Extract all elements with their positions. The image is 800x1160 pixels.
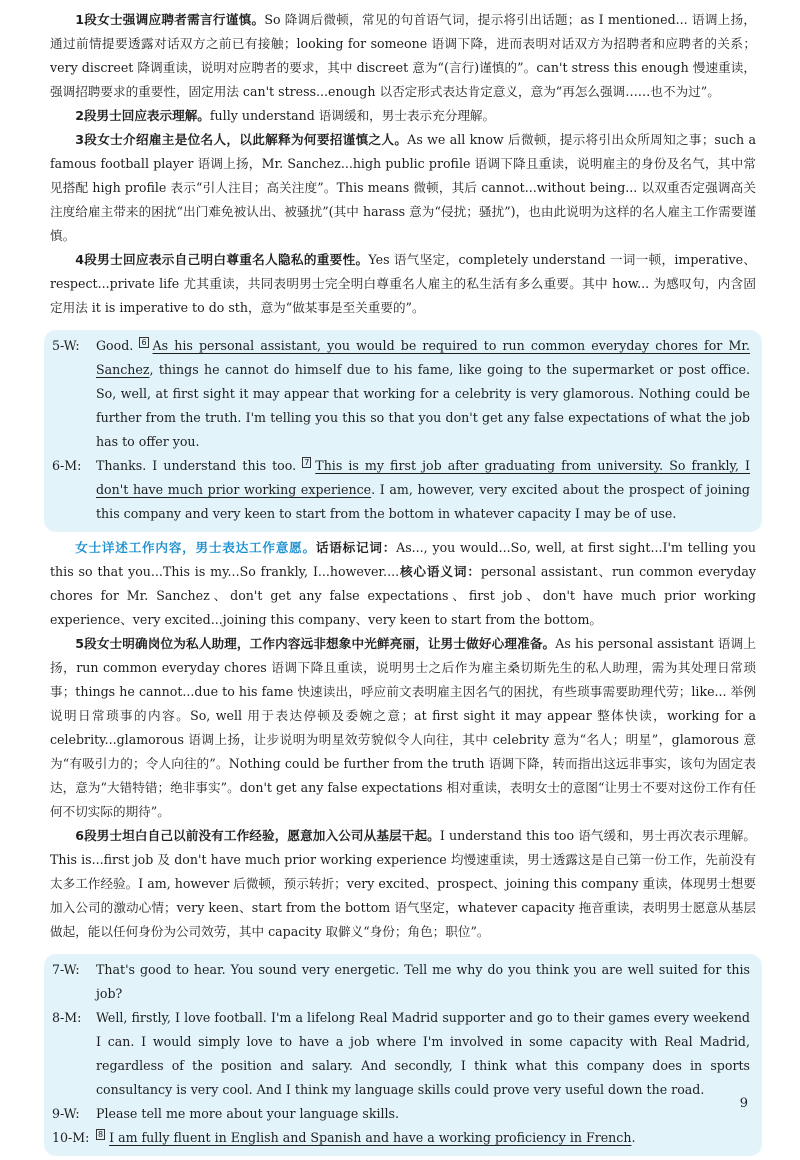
speaker-label: 7-W: [52,962,80,977]
paragraph-text: As we all know 后微顿，提示将引出众所周知之事；such a famous football player 语调上扬，Mr. Sanchez...high public profile 语调下降且重读，说明雇主的身份及名气，其中常见搭配 high profile 表示“引人注目；高关注度”。This means 微顿，其后 cannot...without being... 以双重否定强调高关注度给雇主带来的困扰“出门难免被认出、被骚扰”(其中 harass 意为“侵扰；骚扰”)，也由此说明为这样的名人雇主工作需要谨慎。 [50,132,756,243]
dialogue-tail: . [631,1130,636,1145]
dialogue-line [52,1102,750,1126]
paragraph-heading: 1段女士强调应聘者需言行谨慎。 [75,12,265,27]
paragraph-heading: 2段男士回应表示理解。 [75,108,210,123]
answer-underline: I am fully fluent in English and Spanish and have a working proficiency in French [109,1130,632,1145]
summary-paragraph [50,536,756,632]
page-number: 9 [739,1096,748,1111]
dialogue-tail: . I am, however, very excited about the prospect of joining this company and very keen to start from the bottom in whatever capacity I may be of use. [96,482,750,521]
paragraph-text: As his personal assistant 语调上扬，run common everyday chores 语调下降且重读，说明男士之后作为雇主桑切斯先生的私人助理，需为其处理日常琐事；things he cannot...due to his fame 快速读出，呼应前文表明雇主因名气的困扰，有些琐事需要助理代劳；like... 举例说明日常琐事的内容。So, well 用于表达停顿及委婉之意；at first sight it may appear 整体快读，working for a celebrity...glamorous 语调上扬，让步说明为明星效劳貌似令人向往，其中 celebrity 意为“名人；明星”，glamorous 意为“有吸引力的；令人向往的”。Nothing could be further from the truth 语调下降，转而指出这远非事实，该句为固定表达，意为“大错特错；绝非事实”。don't get any false expectations 相对重读，表明女士的意图“让男士不要对这份工作有任何不切实际的期待”。 [50,636,756,819]
analysis-paragraph-5 [50,632,756,824]
discourse-markers-label: 话语标记词： [315,540,397,555]
dialogue-line [52,334,750,454]
paragraph-text: fully understand 语调缓和，男士表示充分理解。 [209,108,496,123]
dialogue-lead: Good. [96,338,140,353]
analysis-paragraph-3 [50,128,756,248]
answer-underline: As his personal assistant, you would be required to run common everyday chores for Mr. Sanchez [96,338,750,377]
dialogue-text: Well, firstly, I love football. I'm a lifelong Real Madrid supporter and go to their games every weekend I can. I would simply love to have a job where I'm involved in some capacity with Real Madrid, regardless of the position and salary. And secondly, I think what this company does in sports consultancy is very cool. And I think my language skills could prove very useful down the road. [96,1010,750,1097]
paragraph-text: I understand this too 语气缓和，男士再次表示理解。This is...first job 及 don't have much prior working experience 均慢速重读，男士透露这是自己第一份工作，先前没有太多工作经验。I am, however 后微顿，预示转折；very excited、prospect、joining this company 重读，体现男士想要加入公司的激动心情；very keen、start from the bottom 语气坚定，whatever capacity 拖音重读，表明男士愿意从基层做起，能以任何身份为公司效劳，其中 capacity 取僻义“身份；角色；职位”。 [50,828,757,939]
page-content [50,8,756,1160]
dialogue-text [96,334,750,454]
summary-heading: 女士详述工作内容，男士表达工作意愿。 [75,540,316,555]
dialogue-lead: Thanks. I understand this too. [96,458,303,473]
speaker-label: 6-M: [52,458,82,473]
question-marker: 8 [98,1130,104,1139]
core-words-text: personal assistant、run common everyday chores for Mr. Sanchez、don't get any false expectations、first job、don't have much prior working experience、very excited...joining this company、very keen to start from the bottom。 [50,564,757,627]
paragraph-text: So 降调后微顿，常见的句首语气词，提示将引出话题；as I mentioned... 语调上扬，通过前情提要透露对话双方之前已有接触；looking for someone 语调下降，进而表明对话双方为招聘者和应聘者的关系；very discreet 降调重读，说明对应聘者的要求，其中 discreet 意为“(言行)谨慎的”。can't stress this enough 慢速重读，强调招聘要求的重要性，固定用法 can't stress...enough 以否定形式表达肯定意义，意为“再怎么强调……也不为过”。 [50,12,757,99]
dialogue-line [52,958,750,1006]
dialogue-box-1 [44,330,762,532]
dialogue-tail: , things he cannot do himself due to his fame, like going to the supermarket or post office. So, well, at first sight it may appear that working for a celebrity is very glamorous. Nothing could be further from the truth. I'm telling you this so that you don't get any false expectations of what the job has to offer you. [96,362,750,449]
core-words-label: 核心语义词： [399,564,481,579]
analysis-middle [50,536,756,944]
paragraph-text: Yes 语气坚定，completely understand 一词一顿，imperative、respect...private life 尤其重读，共同表明男士完全明白尊重名人雇主的私生活有多么重要。其中 how... 为感叹句，内含固定用法 it is imperative to do sth，意为“做某事是至关重要的”。 [50,252,756,315]
analysis-paragraph-6 [50,824,756,944]
analysis-top [50,8,756,320]
analysis-paragraph-1 [50,8,756,104]
speaker-label: 9-W: [52,1106,80,1121]
question-marker: 6 [141,338,147,347]
paragraph-heading: 5段女士明确岗位为私人助理，工作内容远非想象中光鲜亮丽，让男士做好心理准备。 [75,636,556,651]
dialogue-text [96,454,750,526]
analysis-paragraph-2 [50,104,756,128]
speaker-label: 5-W: [52,338,80,353]
dialogue-text: Please tell me more about your language skills. [96,1106,400,1121]
paragraph-heading: 3段女士介绍雇主是位名人，以此解释为何要招谨慎之人。 [75,132,408,147]
speaker-label: 8-M: [52,1010,82,1025]
answer-underline: This is my first job after graduating from university. So frankly, I don't have much prior working experience [96,458,750,497]
dialogue-line [52,1006,750,1102]
question-marker: 7 [304,458,310,467]
dialogue-line [52,454,750,526]
dialogue-text: That's good to hear. You sound very energetic. Tell me why do you think you are well suited for this job? [96,962,750,1001]
analysis-paragraph-4 [50,248,756,320]
dialogue-line [52,1126,750,1150]
speaker-label: 10-M: [52,1130,90,1145]
dialogue-box-2 [44,954,762,1156]
discourse-markers-text: As..., you would...So, well, at first sight...I'm telling you this so that you...This is my...So frankly, I...however.... [50,540,757,579]
dialogue-text [96,1126,750,1150]
paragraph-heading: 6段男士坦白自己以前没有工作经验，愿意加入公司从基层干起。 [75,828,440,843]
paragraph-heading: 4段男士回应表示自己明白尊重名人隐私的重要性。 [75,252,369,267]
